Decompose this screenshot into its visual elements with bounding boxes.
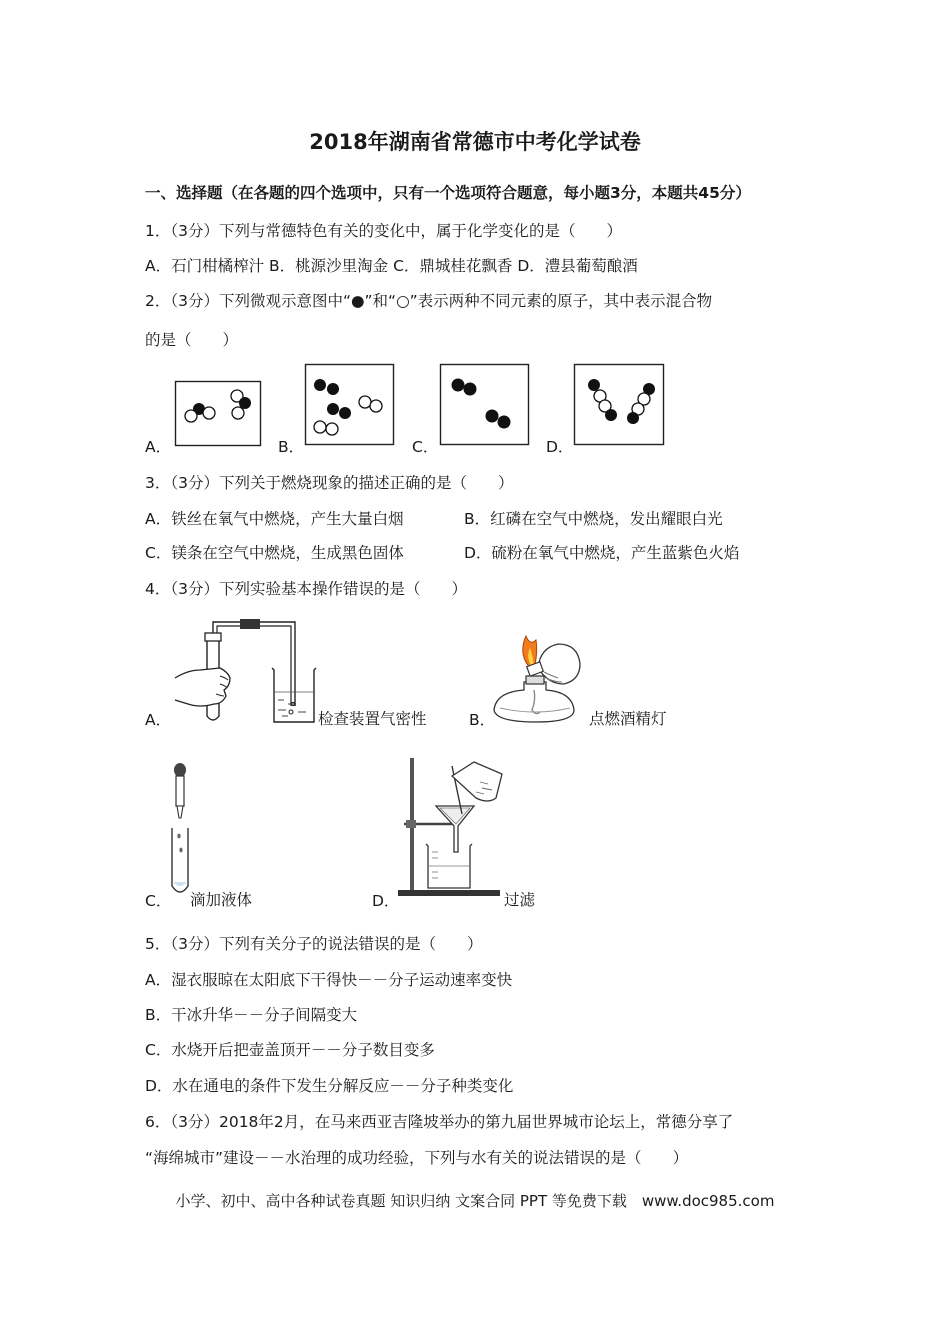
q4-text-b: 点燃酒精灯 xyxy=(589,710,667,728)
q4-alcohol-lamp-figure xyxy=(488,618,588,723)
q4-airtightness-figure xyxy=(170,616,320,726)
q2-diagram-c xyxy=(440,364,529,445)
q4-label-c: C． xyxy=(145,892,172,910)
q2-stem-line1: 2．（3分）下列微观示意图中“●”和“○”表示两种不同元素的原子，其中表示混合物 xyxy=(145,292,713,310)
q3-option-d: D．硫粉在氧气中燃烧，产生蓝紫色火焰 xyxy=(464,544,740,562)
q5-option-c: C．水烧开后把壶盖顶开－－分子数目变多 xyxy=(145,1041,435,1059)
q5-option-b: B．干冰升华－－分子间隔变大 xyxy=(145,1006,358,1024)
q1-options: A．石门柑橘榨汁 B．桃源沙里淘金 C．鼎城桂花飘香 D．澧县葡萄酿酒 xyxy=(145,257,638,275)
section-heading: 一、选择题（在各题的四个选项中，只有一个选项符合题意，每小题3分，本题共45分） xyxy=(145,184,751,202)
q4-filtration-figure xyxy=(396,756,508,898)
q2-label-c: C． xyxy=(412,438,439,456)
page-footer: 小学、初中、高中各种试卷真题 知识归纳 文案合同 PPT 等免费下载 www.doc985.com xyxy=(175,1192,775,1210)
q5-option-a: A．湿衣服晾在太阳底下干得快－－分子运动速率变快 xyxy=(145,971,513,989)
q2-stem-line2: 的是（ ） xyxy=(145,331,239,349)
q4-text-d: 过滤 xyxy=(504,891,536,909)
q4-label-b: B． xyxy=(469,711,496,729)
q2-diagram-b xyxy=(305,364,394,445)
q2-label-a: A． xyxy=(145,438,172,456)
page-title: 2018年湖南省常德市中考化学试卷 xyxy=(309,130,641,154)
q3-option-a: A．铁丝在氧气中燃烧，产生大量白烟 xyxy=(145,510,404,528)
q4-dropper-figure xyxy=(164,760,204,900)
q2-label-d: D． xyxy=(546,438,574,456)
q1-stem: 1．（3分）下列与常德特色有关的变化中，属于化学变化的是（ ） xyxy=(145,222,622,240)
q5-option-d: D．水在通电的条件下发生分解反应－－分子种类变化 xyxy=(145,1077,514,1095)
q6-stem-line2: “海绵城市”建设－－水治理的成功经验，下列与水有关的说法错误的是（ ） xyxy=(145,1149,689,1167)
q4-text-a: 检查装置气密性 xyxy=(318,710,427,728)
q2-diagram-a xyxy=(175,381,261,446)
q4-label-a: A． xyxy=(145,711,172,729)
q4-stem: 4．（3分）下列实验基本操作错误的是（ ） xyxy=(145,580,467,598)
q3-option-c: C．镁条在空气中燃烧，生成黑色固体 xyxy=(145,544,404,562)
q3-option-b: B．红磷在空气中燃烧，发出耀眼白光 xyxy=(464,510,723,528)
q4-label-d: D． xyxy=(372,892,400,910)
q2-diagram-d xyxy=(574,364,664,445)
q6-stem-line1: 6．（3分）2018年2月，在马来西亚吉隆坡举办的第九届世界城市论坛上，常德分享了 xyxy=(145,1113,734,1131)
q4-text-c: 滴加液体 xyxy=(190,891,253,909)
q2-label-b: B． xyxy=(278,438,305,456)
q5-stem: 5．（3分）下列有关分子的说法错误的是（ ） xyxy=(145,935,483,953)
q3-stem: 3．（3分）下列关于燃烧现象的描述正确的是（ ） xyxy=(145,474,514,492)
